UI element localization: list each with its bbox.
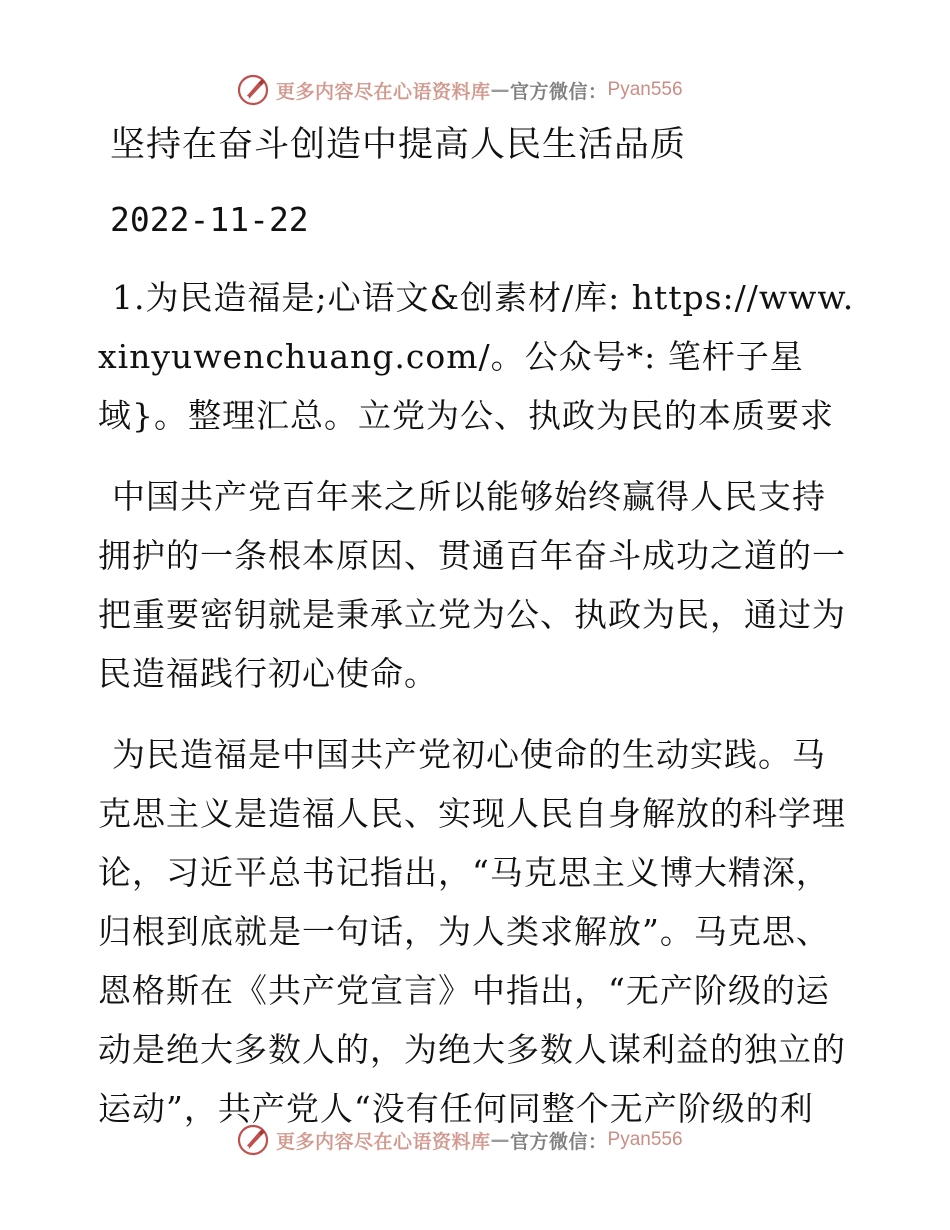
watermark-separator: —: [490, 1129, 511, 1151]
watermark-sub-text: 官方微信：: [510, 80, 608, 103]
paragraph-3: 为民造福是中国共产党初心使命的生动实践。马克思主义是造福人民、实现人民自身解放的科学理论，习近平总书记指出，“马克思主义博大精深，归根到底就是一句话，为人类求解放”。马克思、恩格斯在《共产党宣言》中指出，“无产阶级的运动是绝大多数人的，为绝大多数人谋利益的独立的运动”，共产党人“没有任何同整个无产阶级的利: [98, 735, 846, 1128]
paragraph-2: 中国共产党百年来之所以能够始终赢得人民支持拥护的一条根本原因、贯通百年奋斗成功之道的一把重要密钥就是秉承立党为公、执政为民，通过为民造福践行初心使命。: [98, 477, 846, 693]
watermark-footer: [236, 1122, 683, 1158]
watermark-main-text: 更多内容尽在心语资料库: [276, 80, 491, 103]
watermark-sub-text: 官方微信：: [510, 1130, 608, 1153]
watermark-separator: —: [490, 79, 511, 101]
pen-logo-icon: [236, 1123, 270, 1157]
paragraph-1: 1.为民造福是;心语文&创素材/库: https://www.xinyuwenchuang.com/。公众号*: 笔杆子星域}。整理汇总。立党为公、执政为民的本质要求: [98, 278, 855, 435]
document-date: 2022-11-22: [110, 200, 309, 239]
watermark-handle: Pyan556: [607, 1129, 683, 1150]
watermark-handle: Pyan556: [607, 79, 683, 100]
watermark-header: [236, 72, 683, 108]
watermark-main-text: 更多内容尽在心语资料库: [276, 1130, 491, 1153]
pen-logo-icon: [236, 73, 270, 107]
document-title: 坚持在奋斗创造中提高人民生活品质: [110, 125, 687, 165]
document-body: [98, 268, 858, 1160]
